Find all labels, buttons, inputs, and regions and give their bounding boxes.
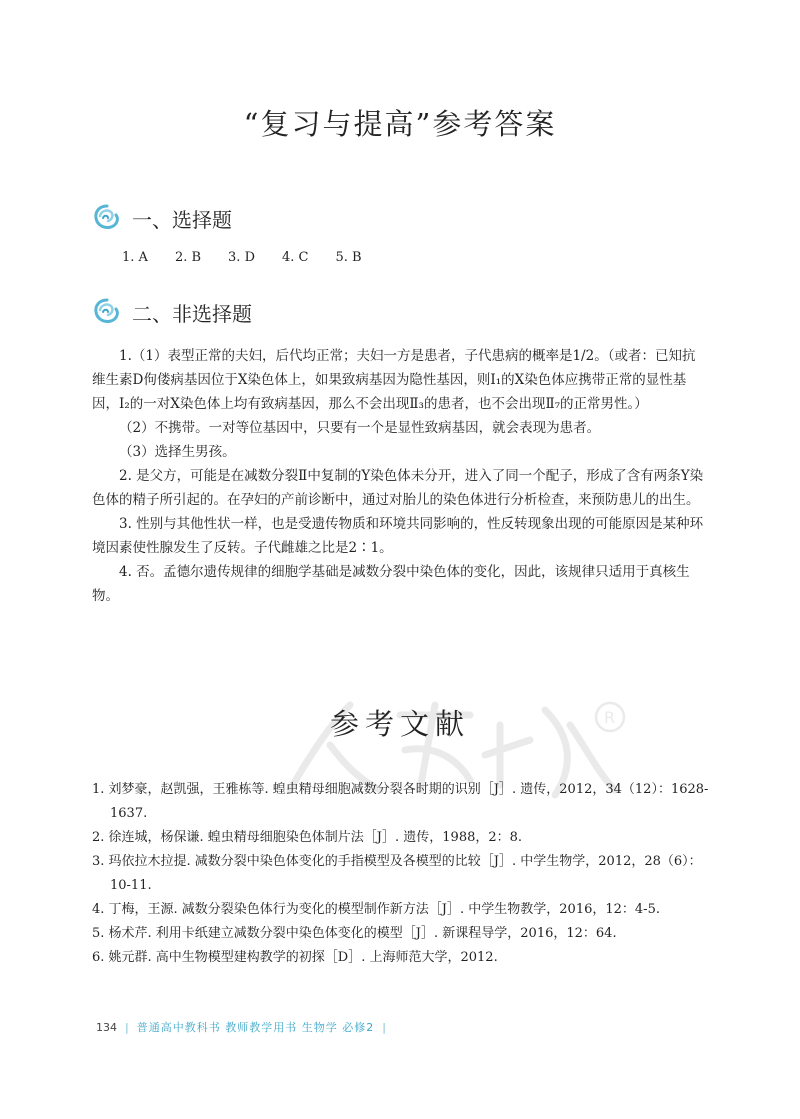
- answer-paragraph: 2. 是父方，可能是在减数分裂Ⅱ中复制的Y染色体未分开，进入了同一个配子，形成了含有两条Y染色体的精子所引起的。在孕妇的产前诊断中，通过对胎儿的染色体进行分析检查，来预防患儿的出生。: [92, 468, 704, 508]
- answer-paragraph: 1.（1）表型正常的夫妇，后代均正常；夫妇一方是患者，子代患病的概率是1/2。（或者：已知抗维生素D佝偻病基因位于X染色体上，如果致病基因为隐性基因，则Ⅰ₁的X染色体应携带正常的显性基因，Ⅰ₂的一对X染色体上均有致病基因，那么不会出现Ⅱ₃的患者，也不会出现Ⅱ₇的正常男性。）: [92, 348, 696, 412]
- reference-item: 1. 刘梦豪，赵凯强，王雅栋等. 蝗虫精母细胞减数分裂各时期的识别［J］. 遗传，2012，34（12）：1628-1637.: [92, 782, 709, 821]
- answer-item: 3. D: [228, 250, 255, 265]
- reference-item: 2. 徐连城，杨保谦. 蝗虫精母细胞染色体制片法［J］. 遗传，1988，2：8.: [92, 830, 523, 845]
- footer-separator: |: [382, 1020, 386, 1034]
- section-heading-nonchoice: [92, 296, 252, 328]
- answer-item: 4. C: [282, 250, 309, 265]
- answer-paragraph: 3. 性别与其他性状一样，也是受遗传物质和环境共同影响的，性反转现象出现的可能原因是某种环境因素使性腺发生了反转。子代雌雄之比是2∶1。: [92, 516, 704, 556]
- footer-separator: |: [125, 1020, 129, 1034]
- section-heading-label: 二、非选择题: [132, 301, 252, 326]
- answer-item: 5. B: [335, 250, 362, 265]
- answer-paragraph: （2）不携带。一对等位基因中，只要有一个是显性致病基因，就会表现为患者。: [119, 420, 601, 436]
- page-footer: [96, 1019, 386, 1035]
- section-heading-choice: [92, 202, 232, 234]
- answer-body: [92, 344, 704, 608]
- reference-item: 4. 丁梅，王源. 减数分裂染色体行为变化的模型制作新方法［J］. 中学生物教学，2016，12：4-5.: [92, 902, 660, 917]
- reference-item: 3. 玛依拉木拉提. 减数分裂中染色体变化的手指模型及各模型的比较［J］. 中学生物学，2012，28（6）：10-11.: [92, 854, 702, 893]
- answer-item: 2. B: [174, 250, 202, 265]
- choice-answers: [122, 250, 362, 265]
- answer-paragraph: （3）选择生男孩。: [119, 444, 236, 460]
- reference-list: [92, 778, 712, 970]
- references-title: 参考文献: [329, 707, 470, 741]
- section-heading-label: 一、选择题: [132, 207, 232, 232]
- book-title: 普通高中教科书 教师教学用书 生物学 必修2: [136, 1021, 375, 1034]
- swirl-icon: [92, 203, 122, 233]
- reference-item: 6. 姚元群. 高中生物模型建构教学的初探［D］. 上海师范大学，2012.: [92, 950, 498, 965]
- svg-text:R: R: [604, 708, 616, 727]
- page-title: “复习与提高”参考答案: [243, 107, 557, 141]
- answer-item: 1. A: [122, 250, 148, 265]
- page-number: 134: [96, 1020, 117, 1034]
- swirl-icon: [92, 297, 122, 327]
- answer-paragraph: 4. 否。孟德尔遗传规律的细胞学基础是减数分裂中染色体的变化，因此，该规律只适用于真核生物。: [92, 564, 690, 604]
- reference-item: 5. 杨术芹. 利用卡纸建立减数分裂中染色体变化的模型［J］. 新课程导学，2016，12：64.: [92, 926, 617, 941]
